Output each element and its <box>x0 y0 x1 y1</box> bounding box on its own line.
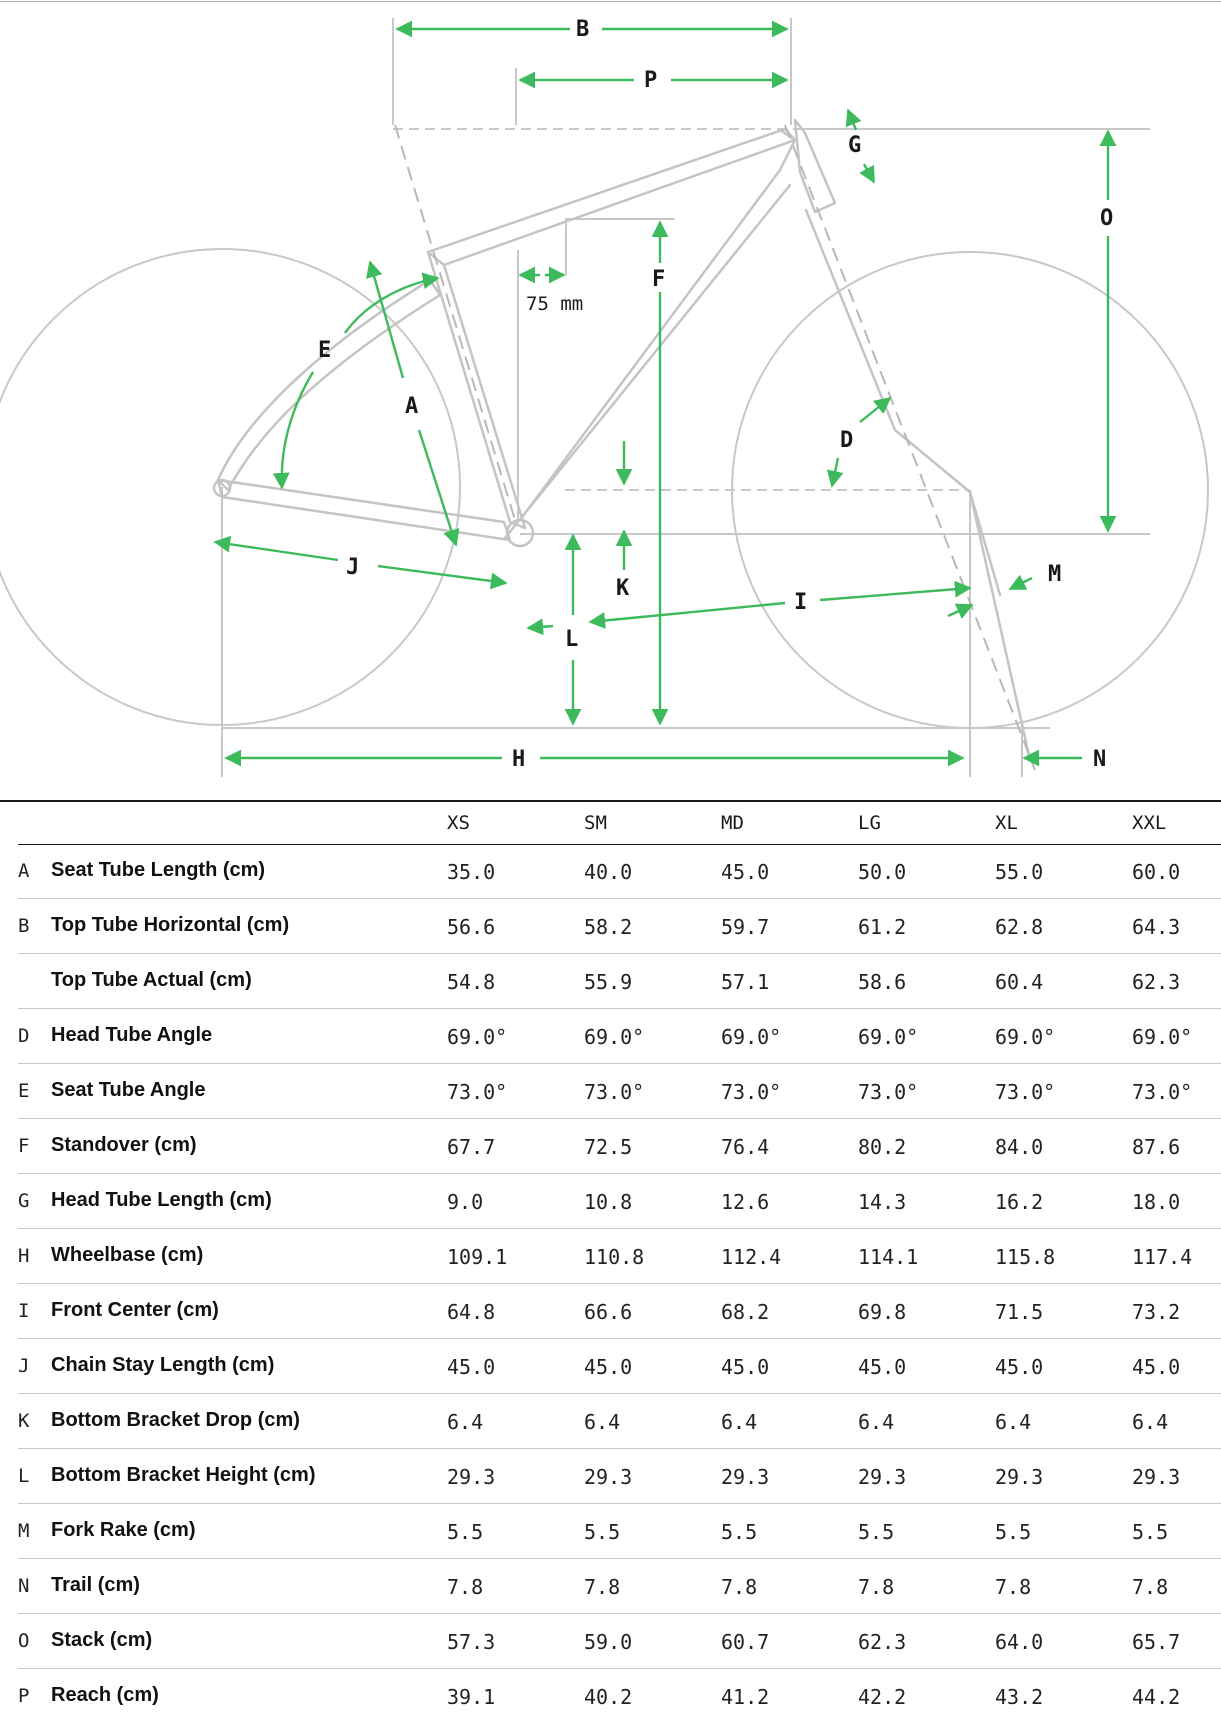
row-letter: J <box>18 1355 30 1377</box>
row-label: Trail (cm) <box>51 1574 140 1596</box>
arrow-a-top <box>370 262 403 378</box>
table-cell-xs: 56.6 <box>447 915 496 939</box>
bike-geometry-diagram <box>0 0 1221 800</box>
table-cell-lg: 69.0° <box>858 1025 919 1049</box>
table-header <box>0 802 1221 842</box>
table-cell-sm: 110.8 <box>584 1245 645 1269</box>
table-cell-xl: 84.0 <box>995 1135 1044 1159</box>
table-cell-xxl: 44.2 <box>1132 1685 1181 1709</box>
table-cell-md: 76.4 <box>721 1135 770 1159</box>
label-i: I <box>794 590 808 615</box>
label-m: M <box>1048 562 1062 587</box>
label-o: O <box>1100 206 1114 231</box>
table-row <box>0 1449 1221 1504</box>
table-row <box>0 1119 1221 1174</box>
standover-offset-label: 75 mm <box>526 293 584 315</box>
table-row <box>0 1284 1221 1339</box>
arrow-g-top <box>848 110 856 130</box>
table-cell-md: 112.4 <box>721 1245 782 1269</box>
table-cell-sm: 66.6 <box>584 1300 633 1324</box>
table-cell-xxl: 73.0° <box>1132 1080 1193 1104</box>
table-cell-md: 29.3 <box>721 1465 770 1489</box>
table-cell-xxl: 64.3 <box>1132 915 1181 939</box>
table-cell-lg: 42.2 <box>858 1685 907 1709</box>
row-letter: E <box>18 1080 30 1102</box>
label-a: A <box>405 394 419 419</box>
axis-lines <box>395 125 1035 770</box>
row-label: Front Center (cm) <box>51 1299 219 1321</box>
table-cell-xs: 39.1 <box>447 1685 496 1709</box>
table-cell-xxl: 62.3 <box>1132 970 1181 994</box>
table-row <box>0 1669 1221 1724</box>
table-cell-lg: 29.3 <box>858 1465 907 1489</box>
label-p: P <box>644 68 658 93</box>
table-cell-xxl: 7.8 <box>1132 1575 1169 1599</box>
table-cell-xs: 29.3 <box>447 1465 496 1489</box>
table-cell-sm: 10.8 <box>584 1190 633 1214</box>
table-cell-xl: 6.4 <box>995 1410 1032 1434</box>
table-cell-xs: 67.7 <box>447 1135 496 1159</box>
row-label: Head Tube Angle <box>51 1024 213 1046</box>
table-cell-xs: 64.8 <box>447 1300 496 1324</box>
row-letter: I <box>18 1300 30 1322</box>
table-row <box>0 1174 1221 1229</box>
table-row <box>0 1559 1221 1614</box>
table-cell-md: 5.5 <box>721 1520 758 1544</box>
table-cell-xl: 43.2 <box>995 1685 1044 1709</box>
table-cell-sm: 40.2 <box>584 1685 633 1709</box>
label-l: L <box>565 627 579 652</box>
table-cell-xs: 54.8 <box>447 970 496 994</box>
table-cell-xl: 16.2 <box>995 1190 1044 1214</box>
row-label: Reach (cm) <box>51 1684 159 1706</box>
table-cell-xl: 45.0 <box>995 1355 1044 1379</box>
table-cell-xl: 69.0° <box>995 1025 1056 1049</box>
table-cell-xxl: 73.2 <box>1132 1300 1181 1324</box>
table-cell-xs: 9.0 <box>447 1190 484 1214</box>
table-cell-md: 68.2 <box>721 1300 770 1324</box>
table-cell-md: 12.6 <box>721 1190 770 1214</box>
label-j: J <box>346 555 360 580</box>
table-cell-xl: 29.3 <box>995 1465 1044 1489</box>
table-cell-sm: 69.0° <box>584 1025 645 1049</box>
size-header-xxl: XXL <box>1132 812 1167 834</box>
row-label: Stack (cm) <box>51 1629 153 1651</box>
table-row <box>0 1614 1221 1669</box>
row-label: Bottom Bracket Height (cm) <box>51 1464 316 1486</box>
arrow-i-left <box>590 603 785 622</box>
label-e: E <box>318 338 332 363</box>
label-b: B <box>576 17 590 42</box>
label-g: G <box>848 133 862 158</box>
table-cell-sm: 7.8 <box>584 1575 621 1599</box>
table-cell-xs: 35.0 <box>447 860 496 884</box>
label-k: K <box>616 576 630 601</box>
table-cell-md: 6.4 <box>721 1410 758 1434</box>
table-cell-xl: 64.0 <box>995 1630 1044 1654</box>
arrow-j-right <box>378 566 506 583</box>
table-cell-lg: 45.0 <box>858 1355 907 1379</box>
table-cell-xs: 6.4 <box>447 1410 484 1434</box>
table-cell-xxl: 45.0 <box>1132 1355 1181 1379</box>
row-letter: D <box>18 1025 30 1047</box>
table-cell-sm: 72.5 <box>584 1135 633 1159</box>
table-cell-lg: 69.8 <box>858 1300 907 1324</box>
row-label: Seat Tube Length (cm) <box>51 859 266 881</box>
table-cell-xl: 62.8 <box>995 915 1044 939</box>
table-cell-xxl: 69.0° <box>1132 1025 1193 1049</box>
row-letter: H <box>18 1245 30 1267</box>
table-cell-md: 59.7 <box>721 915 770 939</box>
table-cell-sm: 5.5 <box>584 1520 621 1544</box>
table-row <box>0 1064 1221 1119</box>
table-cell-sm: 73.0° <box>584 1080 645 1104</box>
size-header-lg: LG <box>858 812 881 834</box>
table-cell-md: 7.8 <box>721 1575 758 1599</box>
table-row <box>0 1504 1221 1559</box>
row-label: Wheelbase (cm) <box>51 1244 204 1266</box>
table-cell-xl: 5.5 <box>995 1520 1032 1544</box>
table-cell-md: 57.1 <box>721 970 770 994</box>
row-label: Bottom Bracket Drop (cm) <box>51 1409 300 1431</box>
size-header-xs: XS <box>447 812 470 834</box>
table-cell-xxl: 117.4 <box>1132 1245 1193 1269</box>
table-cell-sm: 29.3 <box>584 1465 633 1489</box>
table-cell-lg: 58.6 <box>858 970 907 994</box>
table-cell-xl: 71.5 <box>995 1300 1044 1324</box>
table-cell-xxl: 18.0 <box>1132 1190 1181 1214</box>
geometry-svg <box>0 0 1221 800</box>
row-letter: F <box>18 1135 30 1157</box>
table-cell-md: 45.0 <box>721 860 770 884</box>
table-cell-lg: 80.2 <box>858 1135 907 1159</box>
row-letter: O <box>18 1630 30 1652</box>
label-h: H <box>512 747 526 772</box>
table-cell-md: 73.0° <box>721 1080 782 1104</box>
table-cell-sm: 40.0 <box>584 860 633 884</box>
table-cell-xl: 60.4 <box>995 970 1044 994</box>
table-cell-xs: 7.8 <box>447 1575 484 1599</box>
table-cell-lg: 50.0 <box>858 860 907 884</box>
size-header-xl: XL <box>995 812 1018 834</box>
row-letter: L <box>18 1465 30 1487</box>
row-letter: N <box>18 1575 30 1597</box>
size-header-md: MD <box>721 812 744 834</box>
table-cell-xs: 109.1 <box>447 1245 508 1269</box>
table-cell-md: 45.0 <box>721 1355 770 1379</box>
arrow-d-lower <box>832 458 838 486</box>
row-label: Top Tube Actual (cm) <box>51 969 252 991</box>
arrow-i-right <box>820 588 970 600</box>
table-cell-xs: 5.5 <box>447 1520 484 1544</box>
table-cell-xxl: 6.4 <box>1132 1410 1169 1434</box>
label-n: N <box>1093 747 1107 772</box>
table-cell-xxl: 87.6 <box>1132 1135 1181 1159</box>
table-cell-sm: 45.0 <box>584 1355 633 1379</box>
table-row <box>0 899 1221 954</box>
table-row <box>0 1394 1221 1449</box>
table-cell-xl: 115.8 <box>995 1245 1056 1269</box>
table-cell-xs: 73.0° <box>447 1080 508 1104</box>
table-cell-lg: 7.8 <box>858 1575 895 1599</box>
reference-lines <box>222 18 1150 777</box>
table-cell-xs: 69.0° <box>447 1025 508 1049</box>
table-cell-sm: 58.2 <box>584 915 633 939</box>
table-row <box>0 1229 1221 1284</box>
row-label: Standover (cm) <box>51 1134 197 1156</box>
table-cell-xs: 45.0 <box>447 1355 496 1379</box>
row-label: Top Tube Horizontal (cm) <box>51 914 290 936</box>
table-cell-lg: 73.0° <box>858 1080 919 1104</box>
arrow-d-upper <box>860 398 890 422</box>
row-letter: G <box>18 1190 30 1212</box>
row-label: Fork Rake (cm) <box>51 1519 196 1541</box>
table-cell-lg: 62.3 <box>858 1630 907 1654</box>
arrow-l-left <box>528 626 553 628</box>
table-cell-sm: 55.9 <box>584 970 633 994</box>
dimension-labels <box>318 17 1113 772</box>
table-cell-lg: 5.5 <box>858 1520 895 1544</box>
arrow-g-bottom <box>864 164 874 182</box>
table-cell-lg: 6.4 <box>858 1410 895 1434</box>
table-cell-sm: 59.0 <box>584 1630 633 1654</box>
table-cell-xxl: 65.7 <box>1132 1630 1181 1654</box>
arrow-j-left <box>215 542 338 560</box>
row-letter: P <box>18 1685 30 1707</box>
dimension-arrows <box>215 29 1108 758</box>
arrow-m-lower <box>948 605 972 616</box>
table-cell-lg: 61.2 <box>858 915 907 939</box>
size-header-sm: SM <box>584 812 607 834</box>
row-letter: B <box>18 915 30 937</box>
row-label: Head Tube Length (cm) <box>51 1189 272 1211</box>
table-cell-xxl: 29.3 <box>1132 1465 1181 1489</box>
table-cell-lg: 14.3 <box>858 1190 907 1214</box>
table-row <box>0 844 1221 899</box>
row-label: Seat Tube Angle <box>51 1079 206 1101</box>
table-row <box>0 954 1221 1009</box>
row-label: Chain Stay Length (cm) <box>51 1354 275 1376</box>
table-cell-xl: 7.8 <box>995 1575 1032 1599</box>
row-letter: M <box>18 1520 30 1542</box>
table-cell-md: 60.7 <box>721 1630 770 1654</box>
row-letter: A <box>18 860 30 882</box>
row-letter: K <box>18 1410 30 1432</box>
table-cell-lg: 114.1 <box>858 1245 919 1269</box>
table-row <box>0 1339 1221 1394</box>
table-cell-xxl: 5.5 <box>1132 1520 1169 1544</box>
arrow-m <box>1010 578 1032 589</box>
label-d: D <box>840 428 854 453</box>
table-cell-xs: 57.3 <box>447 1630 496 1654</box>
label-f: F <box>652 267 666 292</box>
table-cell-md: 69.0° <box>721 1025 782 1049</box>
table-cell-md: 41.2 <box>721 1685 770 1709</box>
table-cell-xl: 73.0° <box>995 1080 1056 1104</box>
table-row <box>0 1009 1221 1064</box>
table-cell-sm: 6.4 <box>584 1410 621 1434</box>
table-cell-xxl: 60.0 <box>1132 860 1181 884</box>
table-cell-xl: 55.0 <box>995 860 1044 884</box>
